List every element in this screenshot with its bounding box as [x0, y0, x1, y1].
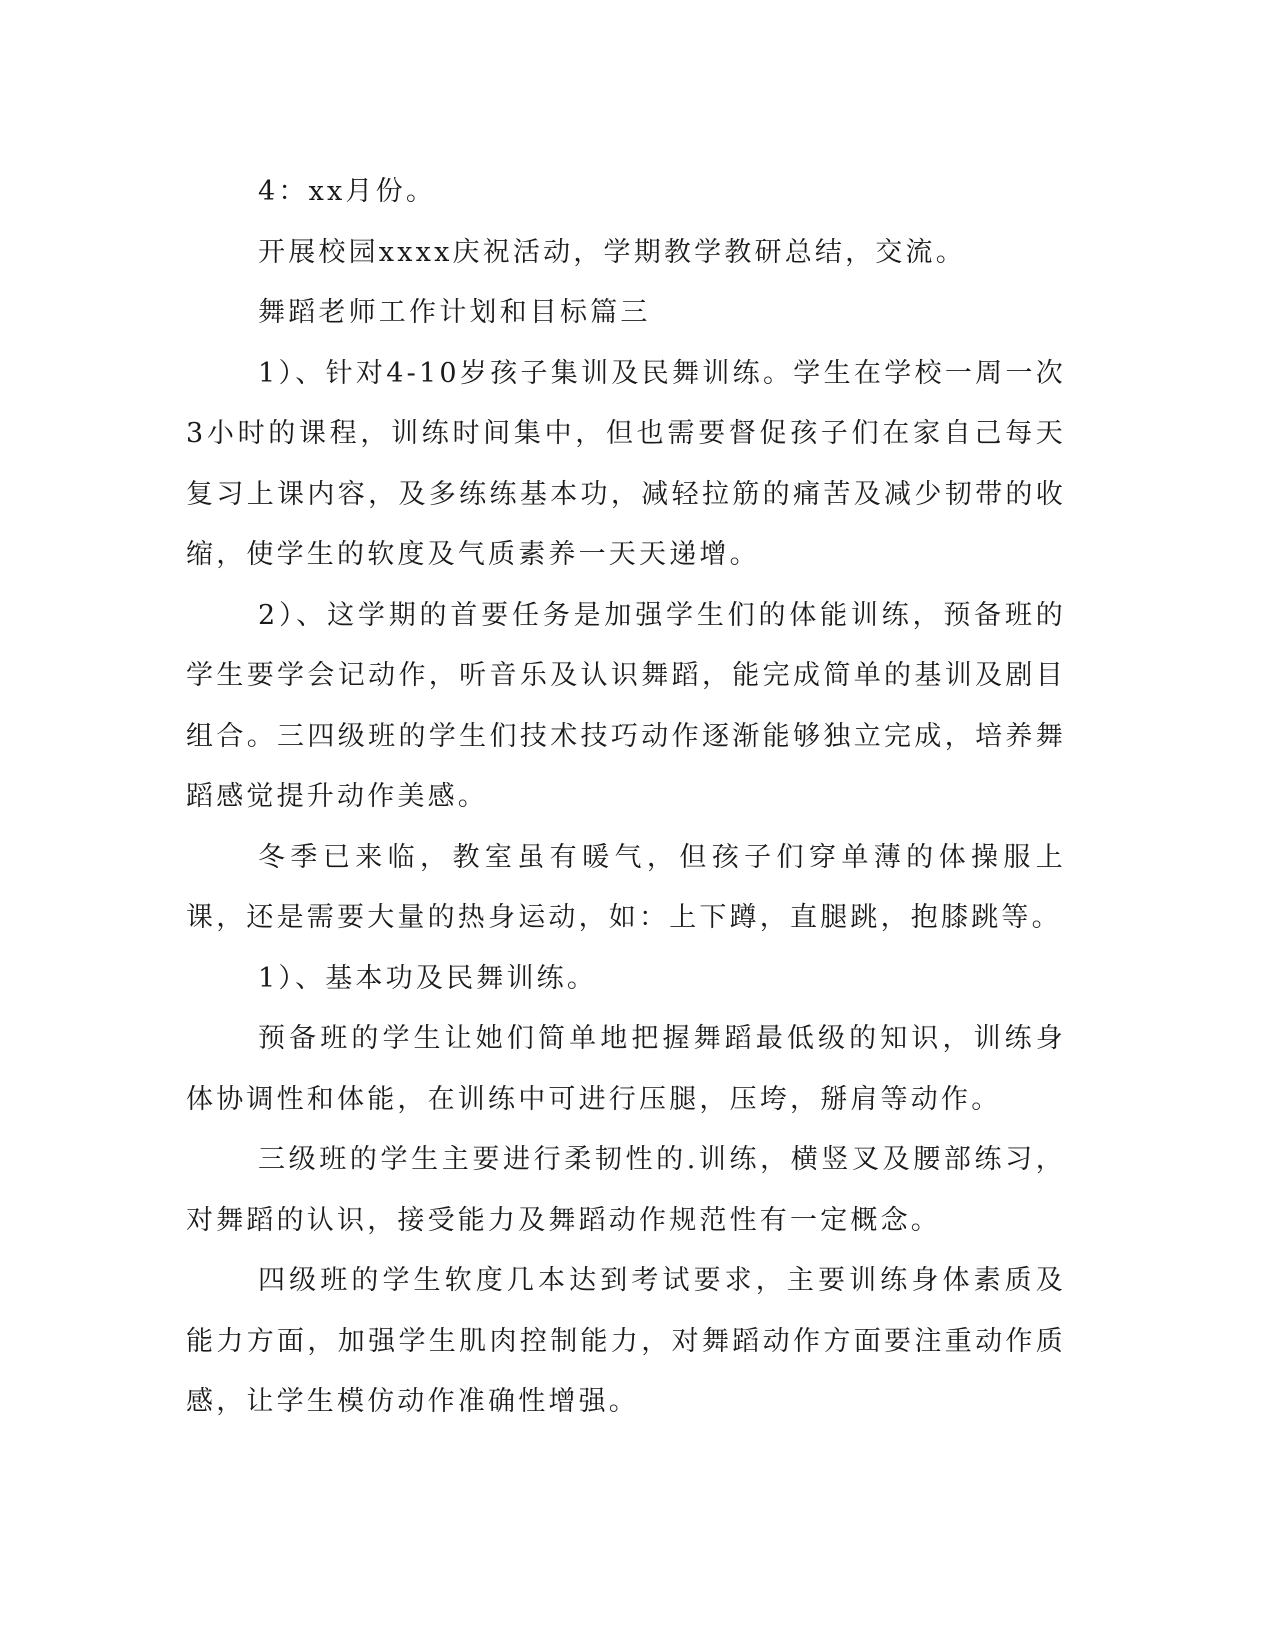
section-heading: 舞蹈老师工作计划和目标篇三: [258, 297, 651, 328]
paragraph-preparatory-class: 预备班的学生让她们简单地把握舞蹈最低级的知识，训练身体协调性和体能，在训练中可进行压腿，压垮，掰肩等动作。: [186, 1023, 1066, 1115]
paragraph-month: 4：xx月份。: [258, 176, 437, 207]
paragraph-campus-activity: 开展校园xxxx庆祝活动，学期教学教研总结，交流。: [258, 236, 966, 268]
paragraph-item-2: 2）、这学期的首要任务是加强学生们的体能训练，预备班的学生要学会记动作，听音乐及认识舞蹈，能完成简单的基训及剧目组合。三四级班的学生们技术技巧动作逐渐能够独立完成，培养舞蹈感觉提升动作美感。: [186, 599, 1066, 812]
document-body: [186, 162, 1066, 1433]
paragraph-winter: 冬季已来临，教室虽有暖气，但孩子们穿单薄的体操服上课，还是需要大量的热身运动，如：上下蹲，直腿跳，抱膝跳等。: [186, 841, 1066, 933]
paragraph-item-1: 1）、针对4-10岁孩子集训及民舞训练。学生在学校一周一次3小时的课程，训练时间集中，但也需要督促孩子们在家自己每天复习上课内容，及多练练基本功，减轻拉筋的痛苦及减少韧带的收缩，使学生的软度及气质素养一天天递增。: [186, 357, 1066, 570]
paragraph-basic-training: 1）、基本功及民舞训练。: [258, 962, 598, 994]
paragraph-level-four-class: 四级班的学生软度几本达到考试要求，主要训练身体素质及能力方面，加强学生肌肉控制能力，对舞蹈动作方面要注重动作质感，让学生模仿动作准确性增强。: [186, 1265, 1066, 1417]
paragraph-level-three-class: 三级班的学生主要进行柔韧性的.训练，横竖叉及腰部练习，对舞蹈的认识，接受能力及舞蹈动作规范性有一定概念。: [186, 1144, 1066, 1236]
